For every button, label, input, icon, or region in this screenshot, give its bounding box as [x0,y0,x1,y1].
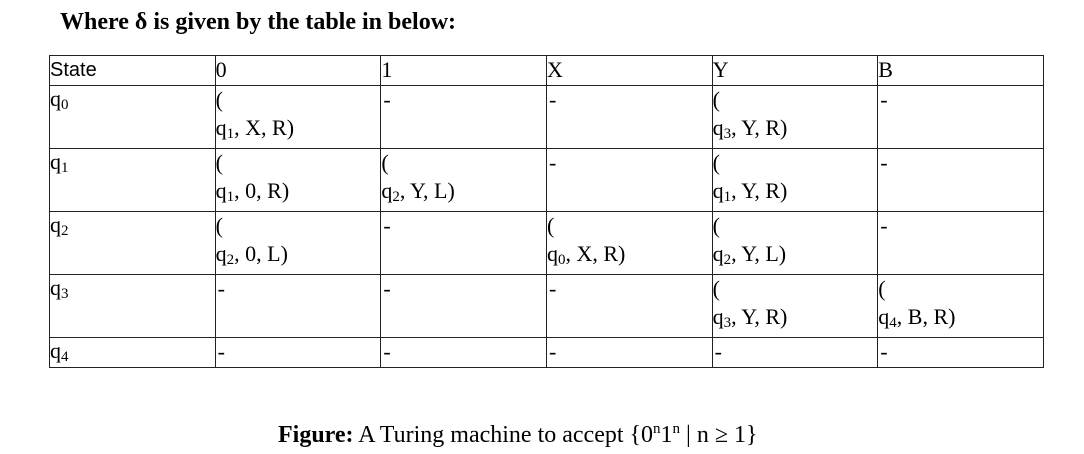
next-state-symbol: q [712,241,724,266]
transition-triple [713,177,878,211]
header-symbol-0: 0 [215,56,381,86]
next-state-symbol: q [215,115,227,140]
state-subscript: 0 [61,97,69,113]
transition-cell [546,338,712,368]
header-symbol-1: 1 [381,56,547,86]
no-transition-dash: - [383,87,391,112]
caption-sup-2: n [672,421,681,437]
state-subscript: 1 [61,160,69,176]
transition-triple [381,177,546,211]
transition-cell [546,149,712,212]
write-move: , X, R) [234,115,295,140]
transition-cell [215,275,381,338]
state-symbol: q [50,338,61,363]
transition-cell [381,86,547,149]
transition-cell [381,275,547,338]
caption-mid: 1 [660,422,673,448]
transition-cell [712,212,878,275]
state-cell [50,149,216,212]
transition-cell [878,275,1044,338]
transition-table [49,55,1044,368]
open-paren: ( [712,213,720,238]
state-cell [50,212,216,275]
no-transition-dash: - [383,339,391,364]
open-paren: ( [878,276,886,301]
transition-cell [215,212,381,275]
open-paren: ( [712,150,720,175]
caption-tail: | n ≥ 1} [680,422,758,448]
next-state-subscript: 2 [723,252,732,268]
next-state-symbol: q [712,178,724,203]
no-transition-dash: - [548,276,557,301]
transition-triple [216,114,381,148]
transition-cell [546,86,712,149]
write-move: , 0, R) [234,178,290,203]
transition-cell [381,338,547,368]
no-transition-dash: - [383,213,391,238]
transition-cell [712,149,878,212]
next-state-subscript: 4 [889,315,897,331]
next-state-symbol: q [381,178,393,203]
table-row [50,212,1044,275]
transition-triple [547,240,712,274]
state-cell [50,338,216,368]
next-state-symbol: q [215,178,227,203]
open-paren: ( [381,150,389,175]
table-row [50,275,1044,338]
transition-cell [215,149,381,212]
transition-cell [878,212,1044,275]
transition-cell [878,338,1044,368]
no-transition-dash: - [880,87,888,112]
no-transition-dash: - [880,150,888,175]
next-state-subscript: 0 [557,252,566,268]
write-move: , 0, L) [234,241,288,266]
write-move: , Y, L) [731,241,787,266]
open-paren: ( [215,150,223,175]
transition-cell [381,212,547,275]
table-header-row [50,56,1044,86]
no-transition-dash: - [880,213,888,238]
state-symbol: q [50,212,61,237]
figure-caption [278,414,758,450]
write-move: , Y, R) [731,178,788,203]
transition-triple [713,303,878,337]
header-symbol-b: B [878,56,1044,86]
state-symbol: q [50,275,61,300]
write-move: , B, R) [896,304,956,329]
state-subscript: 2 [61,223,69,239]
transition-cell [878,149,1044,212]
caption-label: Figure: [278,422,354,448]
heading: Where δ is given by the table in below: [60,9,457,35]
state-subscript: 4 [61,349,69,365]
transition-cell [546,275,712,338]
state-cell [50,275,216,338]
transition-cell [712,86,878,149]
header-symbol-x: X [546,56,712,86]
transition-cell [712,338,878,368]
open-paren: ( [546,213,555,238]
open-paren: ( [215,87,223,112]
no-transition-dash: - [217,276,225,301]
header-state: State [50,56,216,86]
write-move: , Y, R) [731,115,788,140]
transition-cell [878,86,1044,149]
no-transition-dash: - [548,339,557,364]
transition-triple [713,240,878,274]
table-row [50,149,1044,212]
next-state-subscript: 1 [226,126,235,142]
no-transition-dash: - [383,276,391,301]
open-paren: ( [712,87,720,112]
next-state-subscript: 1 [723,189,732,205]
no-transition-dash: - [548,150,557,175]
header-symbol-y: Y [712,56,878,86]
no-transition-dash: - [880,339,888,364]
transition-cell [546,212,712,275]
next-state-symbol: q [878,304,890,329]
write-move: , Y, R) [731,304,788,329]
state-cell [50,86,216,149]
transition-cell [215,86,381,149]
next-state-symbol: q [712,304,724,329]
next-state-subscript: 3 [723,315,732,331]
open-paren: ( [215,213,223,238]
transition-triple [713,114,878,148]
transition-triple [878,303,1043,337]
transition-cell [712,275,878,338]
no-transition-dash: - [217,339,225,364]
table-row [50,338,1044,368]
next-state-symbol: q [215,241,227,266]
no-transition-dash: - [714,339,722,364]
next-state-subscript: 3 [723,126,732,142]
next-state-subscript: 2 [392,189,400,205]
caption-text: A Turing machine to accept {0 [358,422,654,448]
write-move: , Y, L) [399,178,455,203]
state-symbol: q [50,86,61,111]
state-subscript: 3 [61,286,69,302]
no-transition-dash: - [548,87,557,112]
transition-triple [216,177,381,211]
transition-cell [215,338,381,368]
next-state-subscript: 2 [226,252,235,268]
table-row [50,86,1044,149]
caption-sup-1: n [653,421,661,437]
transition-triple [216,240,381,274]
open-paren: ( [712,276,720,301]
next-state-symbol: q [712,115,724,140]
transition-cell [381,149,547,212]
state-symbol: q [50,149,61,174]
write-move: , X, R) [565,241,626,266]
next-state-subscript: 1 [226,189,235,205]
next-state-symbol: q [546,241,558,266]
